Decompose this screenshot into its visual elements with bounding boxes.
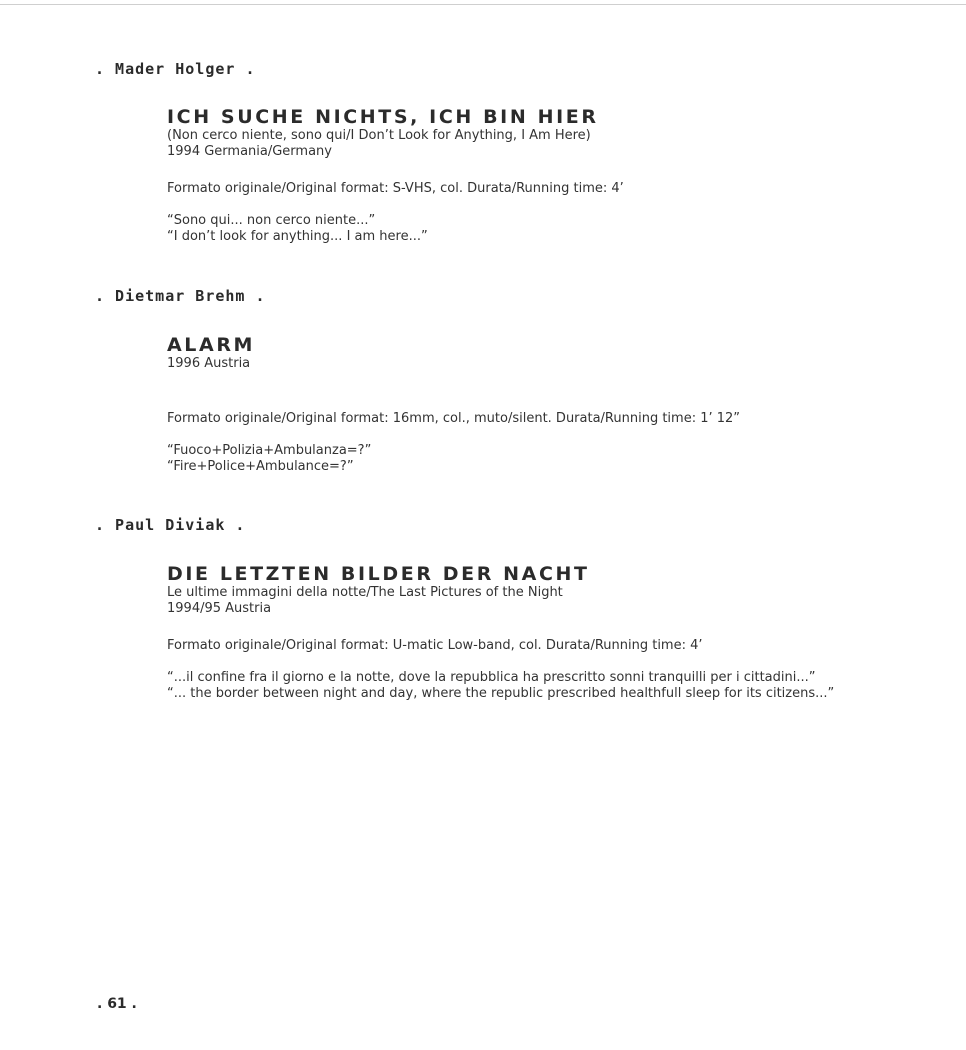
film-entry	[167, 334, 927, 475]
film-subtitle: (Non cerco niente, sono qui/I Don’t Look for Anything, I Am Here)	[167, 128, 591, 143]
film-year-country: 1994 Germania/Germany	[167, 144, 332, 159]
film-format: Formato originale/Original format: U-matic Low-band, col. Durata/Running time: 4’	[167, 638, 703, 653]
page-number: . 61 .	[97, 996, 137, 1012]
film-quote-en: “I don’t look for anything... I am here...”	[167, 229, 428, 244]
film-quote-en: “... the border between night and day, where the republic prescribed healthfull sleep for its citizens...”	[167, 686, 835, 701]
film-title: DIE LETZTEN BILDER DER NACHT	[167, 563, 590, 585]
film-quote-it: “Sono qui... non cerco niente...”	[167, 213, 376, 228]
film-subtitle: Le ultime immagini della notte/The Last Pictures of the Night	[167, 585, 563, 600]
film-quote-it: “Fuoco+Polizia+Ambulanza=?”	[167, 443, 372, 458]
film-format: Formato originale/Original format: S-VHS, col. Durata/Running time: 4’	[167, 181, 624, 196]
film-year-country: 1996 Austria	[167, 356, 251, 371]
top-rule	[0, 4, 966, 5]
author-name: . Dietmar Brehm .	[95, 287, 266, 305]
author-name: . Mader Holger .	[95, 60, 256, 78]
author-name: . Paul Diviak .	[95, 516, 246, 534]
film-entry	[167, 106, 927, 245]
film-quote-en: “Fire+Police+Ambulance=?”	[167, 459, 354, 474]
film-title: ALARM	[167, 334, 256, 356]
film-entry	[167, 563, 927, 702]
film-title: ICH SUCHE NICHTS, ICH BIN HIER	[167, 106, 599, 128]
film-quote-it: “...il confine fra il giorno e la notte, dove la repubblica ha prescritto sonni tranquilli per i cittadini...”	[167, 670, 816, 685]
film-year-country: 1994/95 Austria	[167, 601, 272, 616]
film-format: Formato originale/Original format: 16mm, col., muto/silent. Durata/Running time: 1’ 12”	[167, 411, 741, 426]
